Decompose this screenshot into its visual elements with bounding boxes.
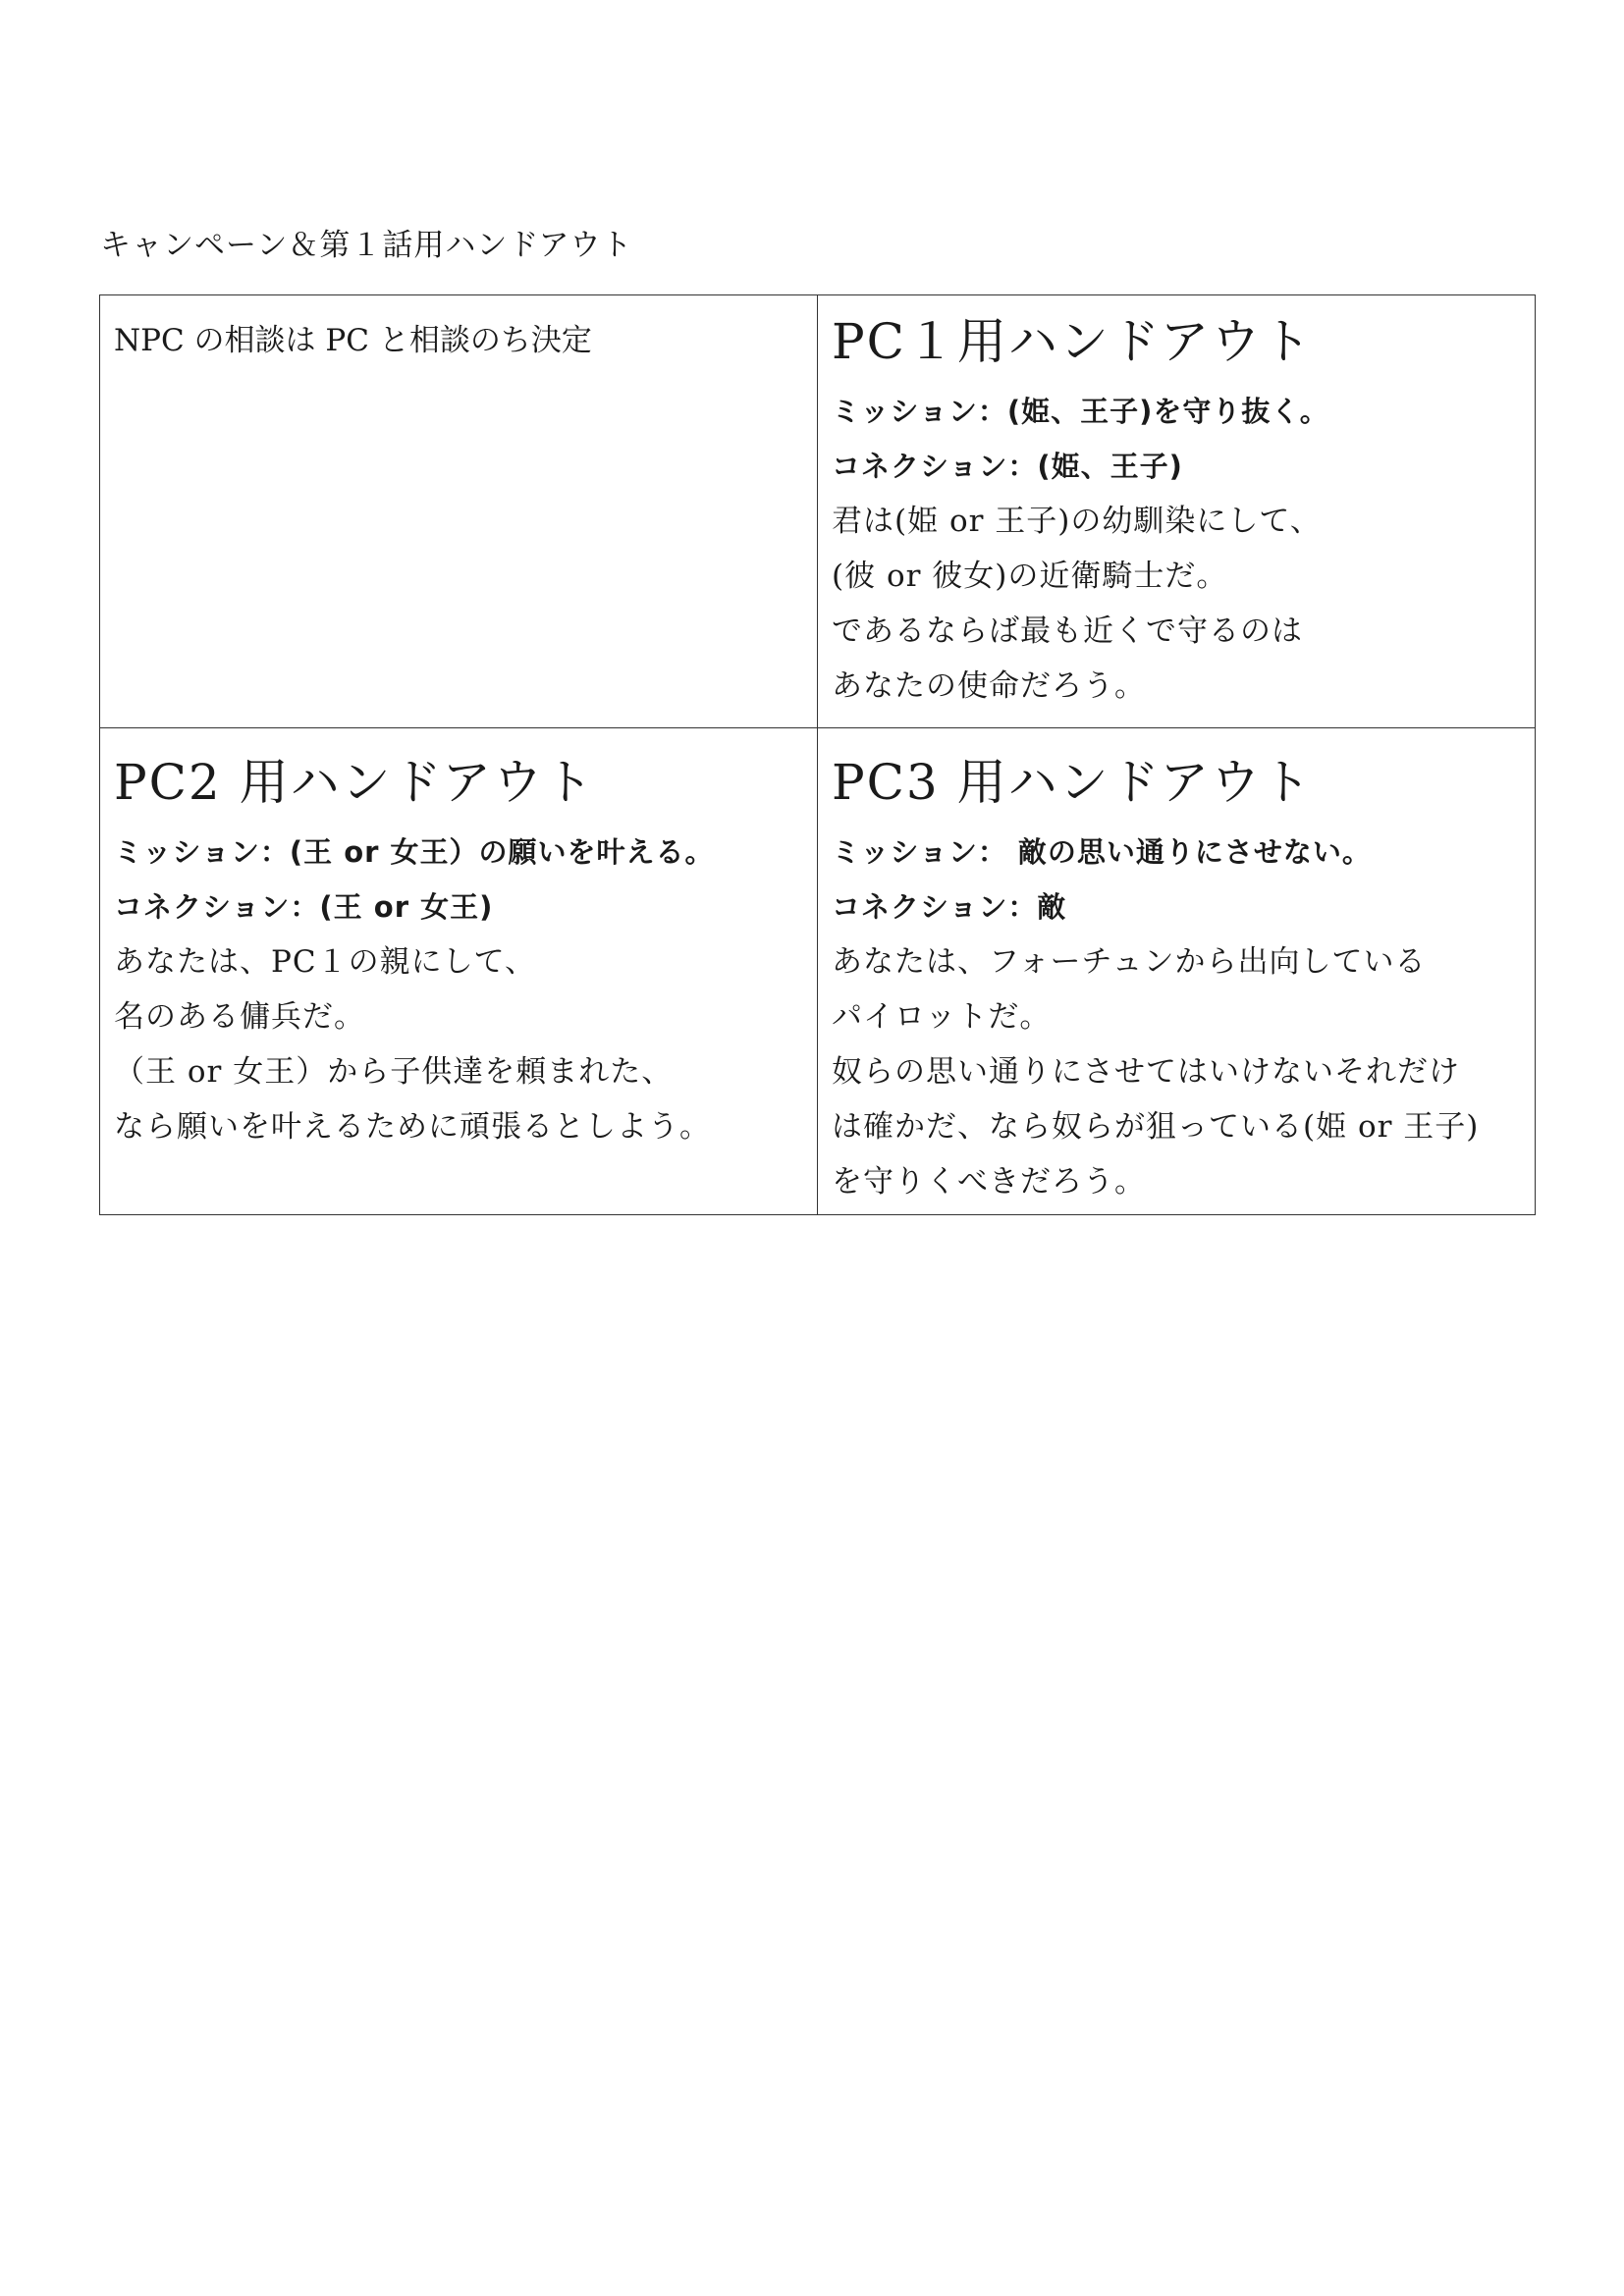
pc1-heading: PC１用ハンドアウト xyxy=(832,313,1314,370)
pc1-handout-cell xyxy=(818,295,1536,728)
handout-table xyxy=(99,294,1536,1215)
pc1-connection: コネクション：(姫、王子) xyxy=(832,450,1183,483)
pc2-handout-cell xyxy=(100,728,818,1215)
pc1-body-line: (彼 or 彼女)の近衛騎士だ。 xyxy=(832,559,1228,594)
table-row xyxy=(100,295,1536,728)
npc-note: NPC の相談は PC と相談のち決定 xyxy=(114,323,592,358)
table-row xyxy=(100,728,1536,1215)
pc3-mission: ミッション： 敵の思い通りにさせない。 xyxy=(832,835,1372,869)
pc2-mission: ミッション：(王 or 女王）の願いを叶える。 xyxy=(114,835,715,869)
pc2-body-line: あなたは、PC１の親にして、 xyxy=(114,944,536,980)
pc3-body-line: は確かだ、なら奴らが狙っている(姫 or 王子) xyxy=(832,1109,1480,1145)
pc3-handout-cell xyxy=(818,728,1536,1215)
pc3-connection: コネクション：敵 xyxy=(832,890,1067,924)
npc-cell xyxy=(100,295,818,728)
document-title: キャンペーン＆第１話用ハンドアウト xyxy=(100,228,633,263)
pc3-heading: PC3 用ハンドアウト xyxy=(832,754,1314,811)
pc3-body-line: あなたは、フォーチュンから出向している xyxy=(832,944,1427,980)
pc1-body-line: 君は(姫 or 王子)の幼馴染にして、 xyxy=(832,504,1322,539)
pc1-body-line: あなたの使命だろう。 xyxy=(832,668,1146,704)
pc2-body-line: 名のある傭兵だ。 xyxy=(114,999,365,1035)
pc2-heading: PC2 用ハンドアウト xyxy=(114,754,596,811)
pc2-body-line: （王 or 女王）から子供達を頼まれた、 xyxy=(114,1054,674,1090)
pc3-body-line: パイロットだ。 xyxy=(832,999,1052,1035)
pc1-body-line: であるならば最も近くで守るのは xyxy=(832,614,1303,649)
pc3-body-line: 奴らの思い通りにさせてはいけないそれだけ xyxy=(832,1054,1460,1090)
pc3-body-line: を守りくべきだろう。 xyxy=(832,1164,1146,1200)
pc2-body-line: なら願いを叶えるために頑張るとしよう。 xyxy=(114,1109,711,1145)
pc2-connection: コネクション：(王 or 女王) xyxy=(114,890,494,924)
pc1-mission: ミッション：(姫、王子)を守り抜く。 xyxy=(832,395,1329,428)
